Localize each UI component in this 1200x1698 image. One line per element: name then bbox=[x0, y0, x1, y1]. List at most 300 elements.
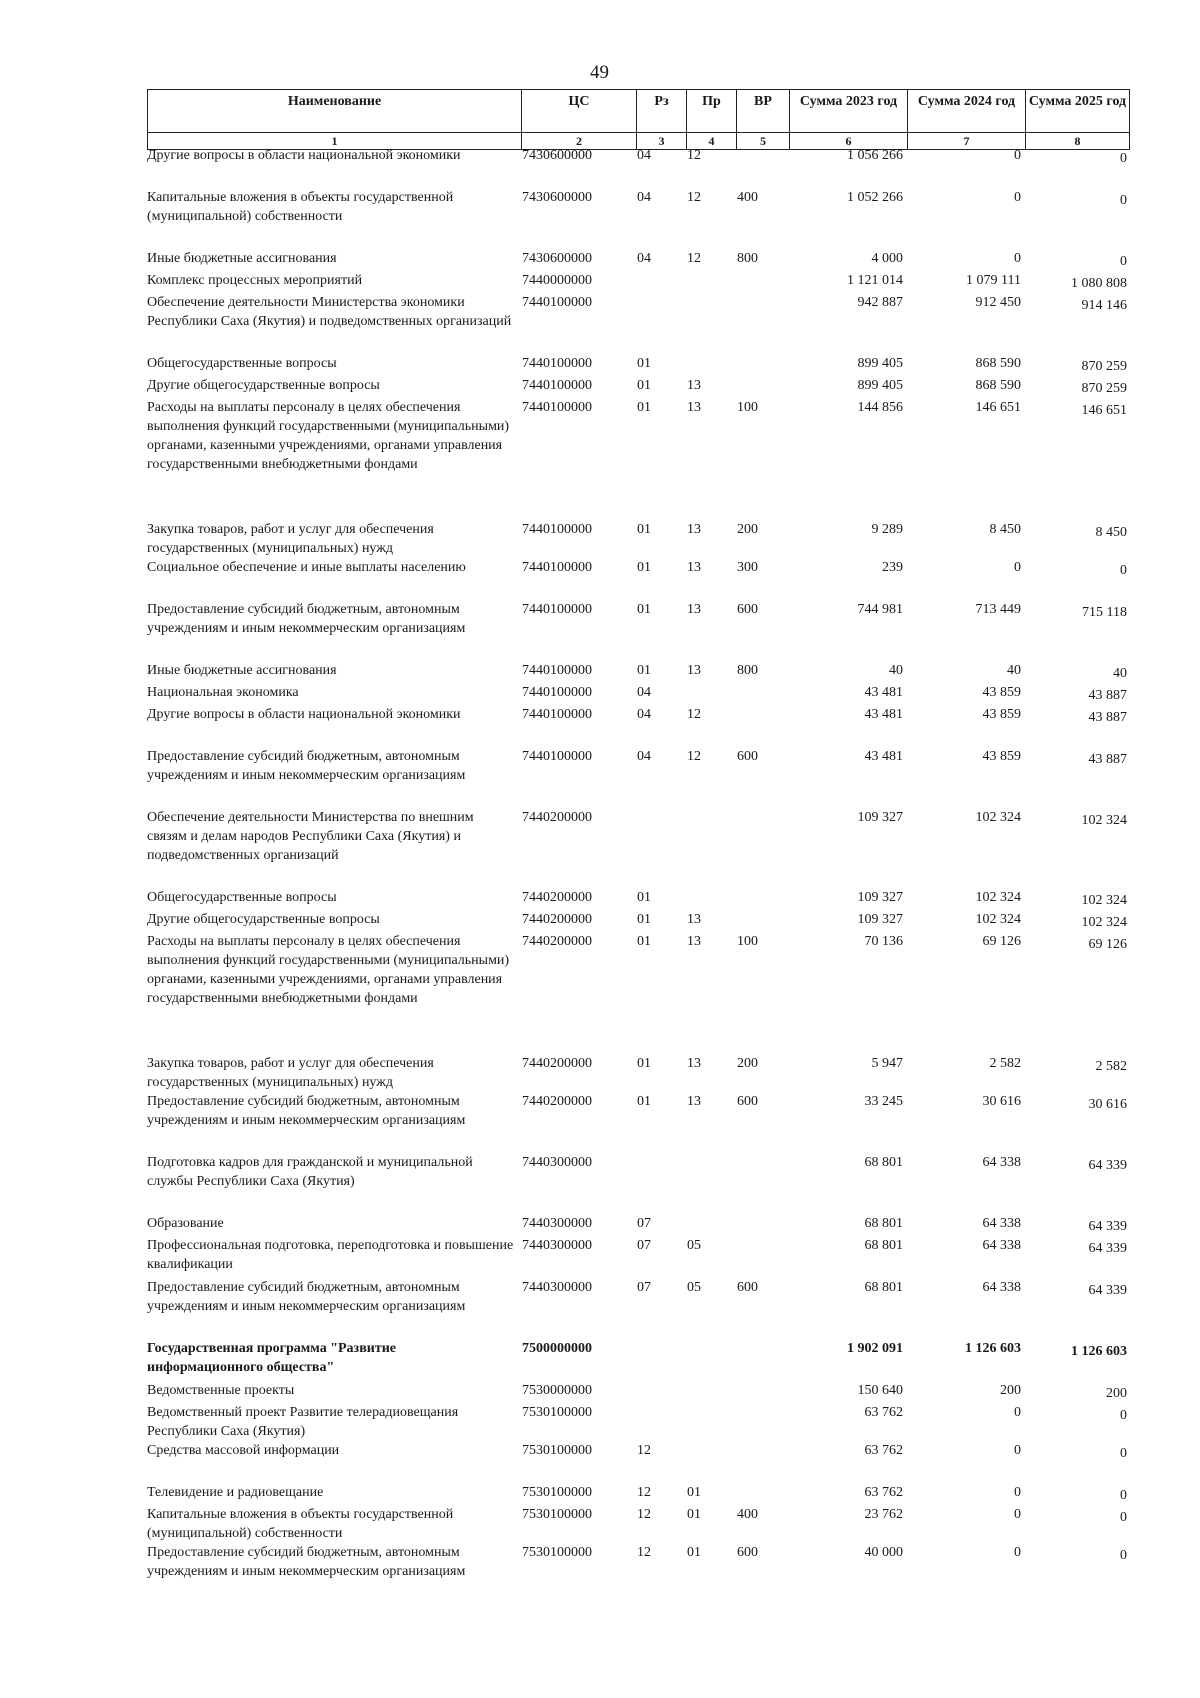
row-sum-2023: 40 000 bbox=[864, 1545, 903, 1560]
table-row bbox=[147, 1054, 1129, 1092]
row-vr bbox=[736, 888, 789, 910]
table-row bbox=[147, 1403, 1129, 1441]
row-cs: 7440100000 bbox=[522, 378, 592, 393]
row-cs: 7430600000 bbox=[522, 148, 592, 163]
row-sum-2023: 23 762 bbox=[864, 1507, 903, 1522]
row-sum-2025: 2 582 bbox=[1095, 1059, 1127, 1074]
row-sum-2023: 144 856 bbox=[857, 400, 903, 415]
header-rz: Рз bbox=[637, 90, 687, 133]
row-pr bbox=[686, 683, 736, 705]
row-sum-2024: 912 450 bbox=[975, 295, 1021, 310]
row-vr: 200 bbox=[737, 1056, 758, 1071]
row-sum-2024: 0 bbox=[1014, 190, 1021, 205]
row-rz: 04 bbox=[637, 190, 651, 205]
row-cs: 7440100000 bbox=[522, 749, 592, 764]
row-name: Предоставление субсидий бюджетным, автономным учреждениям и иным некоммерческим организациям bbox=[147, 1280, 466, 1314]
header-sum-2024: Сумма 2024 год bbox=[908, 90, 1026, 133]
row-rz bbox=[636, 1339, 686, 1381]
col-number: 7 bbox=[908, 133, 1026, 150]
row-rz: 01 bbox=[637, 602, 651, 617]
row-rz: 01 bbox=[637, 560, 651, 575]
row-sum-2023: 9 289 bbox=[871, 522, 903, 537]
row-cs: 7440100000 bbox=[522, 707, 592, 722]
row-sum-2025: 870 259 bbox=[1081, 381, 1127, 396]
table-row bbox=[147, 376, 1129, 398]
row-sum-2024: 0 bbox=[1014, 1405, 1021, 1420]
row-pr: 13 bbox=[687, 934, 701, 949]
row-pr bbox=[686, 1441, 736, 1483]
row-pr: 13 bbox=[687, 1094, 701, 1109]
col-number: 5 bbox=[737, 133, 790, 150]
row-cs: 7440300000 bbox=[522, 1155, 592, 1170]
row-sum-2025: 0 bbox=[1120, 151, 1127, 166]
table-row bbox=[147, 705, 1129, 747]
row-pr: 12 bbox=[687, 707, 701, 722]
row-pr: 05 bbox=[687, 1238, 701, 1253]
row-cs: 7430600000 bbox=[522, 190, 592, 205]
row-sum-2025: 102 324 bbox=[1081, 893, 1127, 908]
row-rz: 01 bbox=[637, 400, 651, 415]
row-cs: 7530000000 bbox=[522, 1383, 592, 1398]
table-row bbox=[147, 398, 1129, 520]
row-sum-2023: 1 052 266 bbox=[847, 190, 903, 205]
header-vr: ВР bbox=[737, 90, 790, 133]
row-sum-2023: 43 481 bbox=[864, 749, 903, 764]
row-sum-2025: 0 bbox=[1120, 563, 1127, 578]
col-number: 6 bbox=[790, 133, 908, 150]
row-rz: 04 bbox=[637, 707, 651, 722]
row-pr bbox=[686, 354, 736, 376]
row-rz: 12 bbox=[637, 1485, 651, 1500]
row-rz: 07 bbox=[637, 1238, 651, 1253]
row-sum-2023: 70 136 bbox=[864, 934, 903, 949]
row-vr bbox=[736, 705, 789, 747]
row-vr: 300 bbox=[737, 560, 758, 575]
row-pr: 13 bbox=[687, 602, 701, 617]
row-sum-2024: 1 079 111 bbox=[966, 273, 1021, 288]
row-sum-2025: 102 324 bbox=[1081, 813, 1127, 828]
row-name: Расходы на выплаты персоналу в целях обеспечения выполнения функций государственными (муниципальными) органами, казенными учреждениями, органами управления государственными внебюджетными фондами bbox=[147, 934, 510, 1006]
row-sum-2024: 102 324 bbox=[975, 890, 1021, 905]
row-cs: 7440300000 bbox=[522, 1216, 592, 1231]
row-vr: 600 bbox=[737, 1094, 758, 1109]
row-sum-2024: 200 bbox=[1000, 1383, 1021, 1398]
row-rz: 01 bbox=[637, 378, 651, 393]
row-vr: 400 bbox=[737, 190, 758, 205]
row-pr: 01 bbox=[687, 1545, 701, 1560]
row-name: Другие вопросы в области национальной экономики bbox=[147, 148, 461, 163]
row-cs: 7440300000 bbox=[522, 1280, 592, 1295]
table-row bbox=[147, 1214, 1129, 1236]
table-row bbox=[147, 888, 1129, 910]
row-rz: 07 bbox=[637, 1280, 651, 1295]
row-pr bbox=[686, 271, 736, 293]
table-row bbox=[147, 1483, 1129, 1505]
row-sum-2023: 109 327 bbox=[857, 810, 903, 825]
row-sum-2023: 68 801 bbox=[864, 1155, 903, 1170]
row-rz: 01 bbox=[637, 356, 651, 371]
row-sum-2024: 43 859 bbox=[982, 707, 1021, 722]
row-vr: 600 bbox=[737, 1280, 758, 1295]
row-sum-2025: 64 339 bbox=[1088, 1219, 1127, 1234]
row-sum-2025: 0 bbox=[1120, 193, 1127, 208]
row-sum-2024: 64 338 bbox=[982, 1238, 1021, 1253]
table-row bbox=[147, 1278, 1129, 1339]
header-sum-2023: Сумма 2023 год bbox=[790, 90, 908, 133]
row-sum-2025: 0 bbox=[1120, 254, 1127, 269]
row-sum-2024: 0 bbox=[1014, 560, 1021, 575]
row-sum-2025: 43 887 bbox=[1088, 688, 1127, 703]
row-sum-2025: 43 887 bbox=[1088, 752, 1127, 767]
row-name: Иные бюджетные ассигнования bbox=[147, 663, 337, 678]
row-sum-2024: 146 651 bbox=[975, 400, 1021, 415]
row-name: Национальная экономика bbox=[147, 685, 299, 700]
row-cs: 7530100000 bbox=[522, 1507, 592, 1522]
row-sum-2025: 64 339 bbox=[1088, 1158, 1127, 1173]
col-number: 1 bbox=[148, 133, 522, 150]
row-sum-2023: 43 481 bbox=[864, 707, 903, 722]
row-vr bbox=[736, 354, 789, 376]
row-sum-2025: 43 887 bbox=[1088, 710, 1127, 725]
row-sum-2025: 146 651 bbox=[1081, 403, 1127, 418]
row-cs: 7440100000 bbox=[522, 295, 592, 310]
row-pr bbox=[686, 1214, 736, 1236]
row-vr: 600 bbox=[737, 602, 758, 617]
row-name: Предоставление субсидий бюджетным, автономным учреждениям и иным некоммерческим организациям bbox=[147, 1094, 466, 1128]
row-cs: 7440100000 bbox=[522, 685, 592, 700]
row-vr: 600 bbox=[737, 749, 758, 764]
table-row bbox=[147, 1543, 1129, 1604]
table-body bbox=[147, 146, 1129, 1604]
row-sum-2025: 69 126 bbox=[1088, 937, 1127, 952]
row-sum-2025: 870 259 bbox=[1081, 359, 1127, 374]
row-vr bbox=[736, 1483, 789, 1505]
row-sum-2025: 64 339 bbox=[1088, 1241, 1127, 1256]
row-vr bbox=[736, 1236, 789, 1278]
table-row bbox=[147, 520, 1129, 558]
row-pr: 13 bbox=[687, 912, 701, 927]
row-vr bbox=[736, 910, 789, 932]
row-name: Образование bbox=[147, 1216, 224, 1231]
row-cs: 7440200000 bbox=[522, 890, 592, 905]
table-row bbox=[147, 558, 1129, 600]
table-row bbox=[147, 188, 1129, 249]
row-sum-2025: 0 bbox=[1120, 1488, 1127, 1503]
row-sum-2025: 64 339 bbox=[1088, 1283, 1127, 1298]
row-pr: 12 bbox=[687, 251, 701, 266]
row-name: Ведомственные проекты bbox=[147, 1383, 295, 1398]
row-name: Другие вопросы в области национальной экономики bbox=[147, 707, 461, 722]
row-name: Расходы на выплаты персоналу в целях обеспечения выполнения функций государственными (муниципальными) органами, казенными учреждениями, органами управления государственными внебюджетными фондами bbox=[147, 400, 510, 472]
header-cs: ЦС bbox=[522, 90, 637, 133]
row-sum-2024: 0 bbox=[1014, 1545, 1021, 1560]
row-sum-2023: 109 327 bbox=[857, 912, 903, 927]
row-sum-2024: 0 bbox=[1014, 1443, 1021, 1458]
row-name: Средства массовой информации bbox=[147, 1443, 340, 1458]
row-vr bbox=[736, 1214, 789, 1236]
row-rz bbox=[636, 271, 686, 293]
row-pr bbox=[686, 1403, 736, 1441]
page-number: 49 bbox=[590, 62, 609, 83]
row-pr: 13 bbox=[687, 560, 701, 575]
row-sum-2024: 30 616 bbox=[982, 1094, 1021, 1109]
row-sum-2024: 1 126 603 bbox=[965, 1341, 1021, 1356]
row-pr: 01 bbox=[687, 1507, 701, 1522]
row-rz: 01 bbox=[637, 663, 651, 678]
row-sum-2025: 1 126 603 bbox=[1071, 1344, 1127, 1359]
row-cs: 7440100000 bbox=[522, 602, 592, 617]
row-sum-2025: 1 080 808 bbox=[1071, 276, 1127, 291]
table-row bbox=[147, 600, 1129, 661]
row-cs: 7440100000 bbox=[522, 400, 592, 415]
row-sum-2024: 64 338 bbox=[982, 1216, 1021, 1231]
header-sum-2025: Сумма 2025 год bbox=[1026, 90, 1130, 133]
row-sum-2024: 0 bbox=[1014, 148, 1021, 163]
row-pr: 12 bbox=[687, 148, 701, 163]
budget-table bbox=[147, 146, 1129, 1604]
row-sum-2024: 64 338 bbox=[982, 1155, 1021, 1170]
row-sum-2024: 102 324 bbox=[975, 810, 1021, 825]
row-cs: 7440200000 bbox=[522, 912, 592, 927]
row-sum-2023: 239 bbox=[882, 560, 903, 575]
row-rz bbox=[636, 1403, 686, 1441]
row-vr: 800 bbox=[737, 251, 758, 266]
row-rz bbox=[636, 1153, 686, 1214]
row-name: Профессиональная подготовка, переподготовка и повышение квалификации bbox=[147, 1238, 514, 1272]
row-sum-2025: 8 450 bbox=[1095, 525, 1127, 540]
row-sum-2024: 40 bbox=[1007, 663, 1021, 678]
row-name: Телевидение и радиовещание bbox=[147, 1485, 324, 1500]
row-vr: 600 bbox=[737, 1545, 758, 1560]
row-vr bbox=[736, 808, 789, 888]
row-rz: 04 bbox=[637, 148, 651, 163]
row-vr: 400 bbox=[737, 1507, 758, 1522]
row-sum-2023: 33 245 bbox=[864, 1094, 903, 1109]
row-sum-2025: 200 bbox=[1106, 1386, 1127, 1401]
row-name: Государственная программа "Развитие информационного общества" bbox=[147, 1341, 396, 1375]
row-pr: 12 bbox=[687, 749, 701, 764]
row-sum-2023: 43 481 bbox=[864, 685, 903, 700]
table-row bbox=[147, 249, 1129, 271]
row-pr bbox=[686, 888, 736, 910]
table-row bbox=[147, 747, 1129, 808]
row-sum-2024: 868 590 bbox=[975, 356, 1021, 371]
row-sum-2023: 744 981 bbox=[857, 602, 903, 617]
row-vr bbox=[736, 1153, 789, 1214]
row-rz: 01 bbox=[637, 934, 651, 949]
row-rz: 07 bbox=[637, 1216, 651, 1231]
header-pr: Пр bbox=[687, 90, 737, 133]
col-number: 2 bbox=[522, 133, 637, 150]
table-row bbox=[147, 354, 1129, 376]
row-pr: 13 bbox=[687, 663, 701, 678]
row-rz: 04 bbox=[637, 685, 651, 700]
row-pr: 05 bbox=[687, 1280, 701, 1295]
table-row bbox=[147, 1505, 1129, 1543]
row-cs: 7530100000 bbox=[522, 1405, 592, 1420]
table-row bbox=[147, 293, 1129, 354]
row-rz: 04 bbox=[637, 749, 651, 764]
row-cs: 7440000000 bbox=[522, 273, 592, 288]
row-name: Капитальные вложения в объекты государственной (муниципальной) собственности bbox=[147, 190, 454, 224]
row-cs: 7530100000 bbox=[522, 1485, 592, 1500]
row-name: Комплекс процессных мероприятий bbox=[147, 273, 363, 288]
row-name: Обеспечение деятельности Министерства по внешним связям и делам народов Республики Саха (Якутия) и подведомственных организаций bbox=[147, 810, 474, 863]
row-cs: 7530100000 bbox=[522, 1443, 592, 1458]
table-row bbox=[147, 1441, 1129, 1483]
row-cs: 7440200000 bbox=[522, 810, 592, 825]
row-rz: 04 bbox=[637, 251, 651, 266]
row-vr bbox=[736, 271, 789, 293]
row-sum-2025: 30 616 bbox=[1088, 1097, 1127, 1112]
row-rz: 12 bbox=[637, 1545, 651, 1560]
row-vr bbox=[736, 1339, 789, 1381]
row-rz bbox=[636, 808, 686, 888]
table-row bbox=[147, 808, 1129, 888]
row-sum-2023: 68 801 bbox=[864, 1238, 903, 1253]
row-vr bbox=[736, 1381, 789, 1403]
row-rz bbox=[636, 1381, 686, 1403]
row-cs: 7440100000 bbox=[522, 522, 592, 537]
table-row bbox=[147, 1092, 1129, 1153]
row-cs: 7440200000 bbox=[522, 934, 592, 949]
row-name: Другие общегосударственные вопросы bbox=[147, 378, 380, 393]
row-sum-2024: 69 126 bbox=[982, 934, 1021, 949]
row-sum-2023: 40 bbox=[889, 663, 903, 678]
row-name: Предоставление субсидий бюджетным, автономным учреждениям и иным некоммерческим организациям bbox=[147, 602, 466, 636]
table-row bbox=[147, 661, 1129, 683]
row-name: Другие общегосударственные вопросы bbox=[147, 912, 380, 927]
row-sum-2024: 868 590 bbox=[975, 378, 1021, 393]
row-sum-2024: 43 859 bbox=[982, 749, 1021, 764]
row-pr: 13 bbox=[687, 522, 701, 537]
table-row bbox=[147, 1236, 1129, 1278]
row-sum-2023: 68 801 bbox=[864, 1216, 903, 1231]
row-sum-2023: 4 000 bbox=[871, 251, 903, 266]
row-rz bbox=[636, 293, 686, 354]
row-name: Иные бюджетные ассигнования bbox=[147, 251, 337, 266]
col-number: 4 bbox=[687, 133, 737, 150]
row-name: Закупка товаров, работ и услуг для обеспечения государственных (муниципальных) нужд bbox=[147, 522, 434, 556]
table-row bbox=[147, 910, 1129, 932]
row-cs: 7500000000 bbox=[522, 1341, 592, 1356]
row-rz: 01 bbox=[637, 1056, 651, 1071]
row-sum-2025: 715 118 bbox=[1082, 605, 1127, 620]
row-pr: 12 bbox=[687, 190, 701, 205]
row-sum-2023: 5 947 bbox=[871, 1056, 903, 1071]
row-sum-2023: 1 056 266 bbox=[847, 148, 903, 163]
row-rz: 01 bbox=[637, 1094, 651, 1109]
row-name: Подготовка кадров для гражданской и муниципальной службы Республики Саха (Якутия) bbox=[147, 1155, 473, 1189]
row-sum-2024: 0 bbox=[1014, 251, 1021, 266]
row-cs: 7440200000 bbox=[522, 1056, 592, 1071]
col-number: 8 bbox=[1026, 133, 1130, 150]
row-sum-2024: 43 859 bbox=[982, 685, 1021, 700]
table-row bbox=[147, 1339, 1129, 1381]
row-vr: 200 bbox=[737, 522, 758, 537]
row-sum-2023: 63 762 bbox=[864, 1405, 903, 1420]
row-vr bbox=[736, 1403, 789, 1441]
row-sum-2023: 63 762 bbox=[864, 1485, 903, 1500]
row-sum-2025: 0 bbox=[1120, 1548, 1127, 1563]
row-sum-2024: 64 338 bbox=[982, 1280, 1021, 1295]
row-name: Закупка товаров, работ и услуг для обеспечения государственных (муниципальных) нужд bbox=[147, 1056, 434, 1090]
row-sum-2025: 0 bbox=[1120, 1446, 1127, 1461]
row-pr bbox=[686, 1153, 736, 1214]
table-row bbox=[147, 932, 1129, 1054]
row-pr: 13 bbox=[687, 378, 701, 393]
row-vr bbox=[736, 376, 789, 398]
row-name: Обеспечение деятельности Министерства экономики Республики Саха (Якутия) и подведомственных организаций bbox=[147, 295, 512, 329]
row-sum-2025: 0 bbox=[1120, 1510, 1127, 1525]
row-sum-2025: 914 146 bbox=[1081, 298, 1127, 313]
row-sum-2023: 63 762 bbox=[864, 1443, 903, 1458]
row-cs: 7440300000 bbox=[522, 1238, 592, 1253]
row-sum-2023: 899 405 bbox=[857, 356, 903, 371]
row-cs: 7440200000 bbox=[522, 1094, 592, 1109]
row-name: Социальное обеспечение и иные выплаты населению bbox=[147, 560, 466, 575]
row-pr bbox=[686, 808, 736, 888]
row-name: Капитальные вложения в объекты государственной (муниципальной) собственности bbox=[147, 1507, 454, 1541]
row-sum-2023: 899 405 bbox=[857, 378, 903, 393]
row-vr bbox=[736, 1441, 789, 1483]
row-name: Ведомственный проект Развитие телерадиовещания Республики Саха (Якутия) bbox=[147, 1405, 459, 1439]
col-number: 3 bbox=[637, 133, 687, 150]
row-sum-2023: 150 640 bbox=[857, 1383, 903, 1398]
table-row bbox=[147, 146, 1129, 188]
row-rz: 01 bbox=[637, 522, 651, 537]
row-cs: 7440100000 bbox=[522, 356, 592, 371]
row-sum-2024: 8 450 bbox=[989, 522, 1021, 537]
row-rz: 12 bbox=[637, 1443, 651, 1458]
row-vr: 100 bbox=[737, 400, 758, 415]
row-sum-2023: 68 801 bbox=[864, 1280, 903, 1295]
table-row bbox=[147, 1381, 1129, 1403]
table-header bbox=[147, 89, 1130, 150]
row-sum-2025: 40 bbox=[1113, 666, 1127, 681]
row-sum-2023: 109 327 bbox=[857, 890, 903, 905]
row-cs: 7440100000 bbox=[522, 663, 592, 678]
row-sum-2024: 0 bbox=[1014, 1485, 1021, 1500]
row-sum-2023: 1 902 091 bbox=[847, 1341, 903, 1356]
row-sum-2024: 713 449 bbox=[975, 602, 1021, 617]
row-cs: 7430600000 bbox=[522, 251, 592, 266]
row-vr bbox=[736, 146, 789, 188]
row-name: Общегосударственные вопросы bbox=[147, 356, 337, 371]
row-vr bbox=[736, 683, 789, 705]
row-vr: 800 bbox=[737, 663, 758, 678]
table-row bbox=[147, 271, 1129, 293]
row-vr: 100 bbox=[737, 934, 758, 949]
row-rz: 01 bbox=[637, 912, 651, 927]
row-sum-2025: 102 324 bbox=[1081, 915, 1127, 930]
row-pr: 01 bbox=[687, 1485, 701, 1500]
row-pr bbox=[686, 1381, 736, 1403]
row-rz: 01 bbox=[637, 890, 651, 905]
row-pr: 13 bbox=[687, 1056, 701, 1071]
row-rz: 12 bbox=[637, 1507, 651, 1522]
row-cs: 7440100000 bbox=[522, 560, 592, 575]
row-sum-2023: 942 887 bbox=[857, 295, 903, 310]
table-row bbox=[147, 1153, 1129, 1214]
row-sum-2023: 1 121 014 bbox=[847, 273, 903, 288]
row-sum-2025: 0 bbox=[1120, 1408, 1127, 1423]
row-pr: 13 bbox=[687, 400, 701, 415]
row-sum-2024: 2 582 bbox=[989, 1056, 1021, 1071]
row-pr bbox=[686, 293, 736, 354]
row-name: Предоставление субсидий бюджетным, автономным учреждениям и иным некоммерческим организациям bbox=[147, 1545, 466, 1579]
row-sum-2024: 102 324 bbox=[975, 912, 1021, 927]
